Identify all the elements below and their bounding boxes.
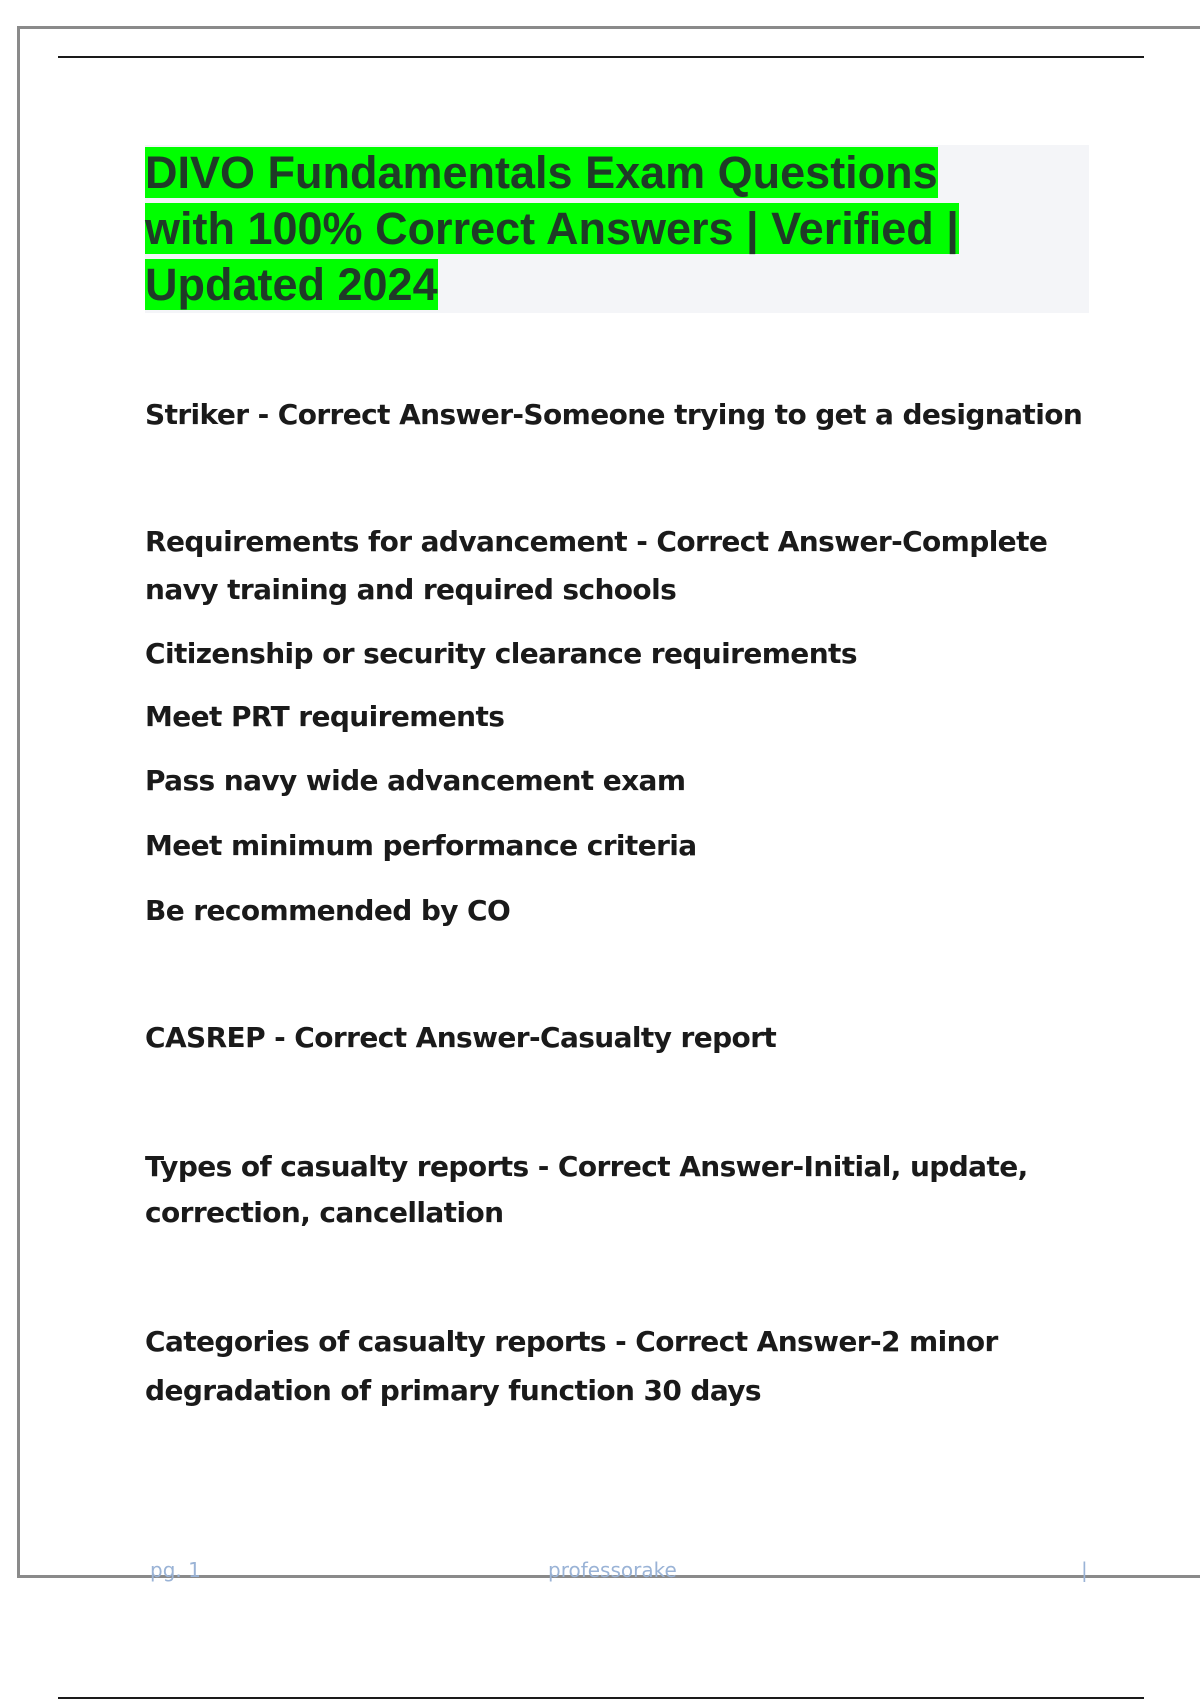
entry-text-line: Meet PRT requirements: [145, 700, 505, 733]
title-line-2: with 100% Correct Answers | Verified |: [145, 203, 959, 254]
entry-text-line: Be recommended by CO: [145, 894, 511, 927]
entry-text-line: Categories of casualty reports - Correct Answer-2 minor: [145, 1325, 998, 1358]
title-line-1: DIVO Fundamentals Exam Questions: [145, 147, 938, 198]
entry-text-line: Pass navy wide advancement exam: [145, 764, 686, 797]
footer-author: professorake: [548, 1558, 677, 1582]
entry-text-line: correction, cancellation: [145, 1196, 504, 1229]
entry-text-line: Meet minimum performance criteria: [145, 829, 697, 862]
entry-text-line: degradation of primary function 30 days: [145, 1374, 761, 1407]
page-number: pg. 1: [150, 1558, 201, 1582]
entry-text-line: Types of casualty reports - Correct Answer-Initial, update,: [145, 1150, 1028, 1183]
document-title: [145, 145, 1045, 313]
entry-text-line: CASREP - Correct Answer-Casualty report: [145, 1021, 777, 1054]
entry-text-line: navy training and required schools: [145, 573, 677, 606]
bottom-divider: [58, 1697, 1144, 1699]
entry-text-line: Requirements for advancement - Correct Answer-Complete: [145, 525, 1048, 558]
entry-text-line: Striker - Correct Answer-Someone trying to get a designation: [145, 398, 1083, 431]
entry-text-line: Citizenship or security clearance requirements: [145, 637, 857, 670]
title-line-3: Updated 2024: [145, 259, 438, 310]
footer-separator: |: [1081, 1558, 1088, 1582]
top-divider: [58, 56, 1144, 58]
